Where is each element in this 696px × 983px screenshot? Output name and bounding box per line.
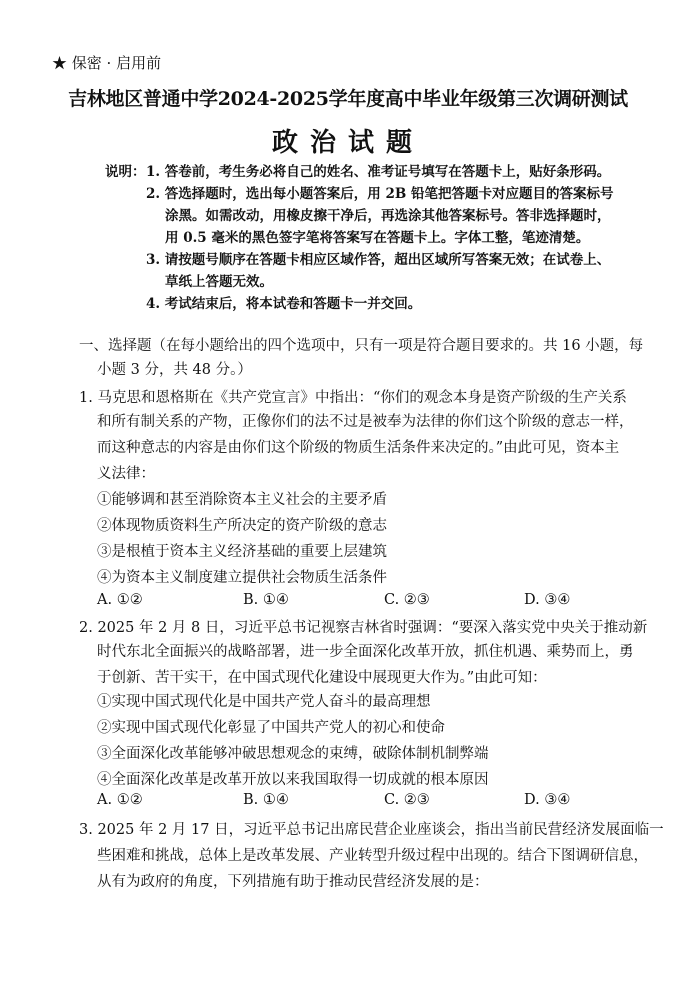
- question-2-option-b: B. ①④: [243, 792, 289, 808]
- question-1-option-a: A. ①②: [97, 592, 143, 608]
- instruction-line: 用 0.5 毫米的黑色签字笔将答案写在答题卡上。字体工整，笔迹清楚。: [165, 230, 590, 246]
- question-1-option-d: D. ③④: [524, 592, 571, 608]
- instruction-line: 2. 答选择题时，选出每小题答案后，用 2B 铅笔把答题卡对应题目的答案标号: [146, 186, 614, 202]
- question-1-text: 义法律：: [97, 466, 155, 482]
- section-heading-cont: 小题 3 分，共 48 分。）: [97, 362, 252, 378]
- instruction-line: 涂黑。如需改动，用橡皮擦干净后，再选涂其他答案标号。答非选择题时，: [165, 208, 611, 224]
- question-1-text: 1. 马克思和恩格斯在《共产党宣言》中指出：“你们的观念本身是资产阶级的生产关系: [79, 390, 627, 406]
- question-1-choice: ③是根植于资本主义经济基础的重要上层建筑: [97, 544, 387, 560]
- instruction-line: 4. 考试结束后，将本试卷和答题卡一并交回。: [146, 296, 422, 312]
- subject-title: 政治试题: [271, 128, 424, 158]
- instruction-line: 3. 请按题号顺序在答题卡相应区域作答，超出区域所写答案无效；在试卷上、: [146, 252, 611, 268]
- question-2-text: 时代东北全面振兴的战略部署，进一步全面深化改革开放，抓住机遇、乘势而上，勇: [97, 644, 634, 660]
- question-2-choice: ②实现中国式现代化彰显了中国共产党人的初心和使命: [97, 720, 445, 736]
- question-2-option-d: D. ③④: [524, 792, 571, 808]
- instruction-line: 1. 答卷前，考生务必将自己的姓名、准考证号填写在答题卡上，贴好条形码。: [146, 164, 611, 180]
- question-2-choice: ①实现中国式现代化是中国共产党人奋斗的最高理想: [97, 694, 431, 710]
- question-1-choice: ①能够调和甚至消除资本主义社会的主要矛盾: [97, 492, 387, 508]
- confidential-mark: ★ 保密 · 启用前: [52, 54, 162, 72]
- question-3-text: 些困难和挑战，总体上是改革发展、产业转型升级过程中出现的。结合下图调研信息，: [97, 848, 648, 864]
- exam-title: 吉林地区普通中学2024-2025学年度高中毕业年级第三次调研测试: [68, 88, 628, 110]
- question-1-choice: ④为资本主义制度建立提供社会物质生活条件: [97, 570, 387, 586]
- instruction-line: 草纸上答题无效。: [165, 274, 273, 290]
- question-1-option-c: C. ②③: [384, 592, 430, 608]
- question-2-choice: ③全面深化改革能够冲破思想观念的束缚，破除体制机制弊端: [97, 746, 489, 762]
- question-2-text: 2. 2025 年 2 月 8 日，习近平总书记视察吉林省时强调：“要深入落实党中央关于推动新: [79, 620, 648, 636]
- section-heading: 一、选择题（在每小题给出的四个选项中，只有一项是符合题目要求的。共 16 小题，每: [79, 338, 644, 354]
- question-2-text: 于创新、苦干实干，在中国式现代化建设中展现更大作为。”由此可知：: [97, 670, 547, 686]
- question-3-text: 3. 2025 年 2 月 17 日，习近平总书记出席民营企业座谈会，指出当前民营经济发展面临一: [79, 822, 664, 838]
- question-2-option-c: C. ②③: [384, 792, 430, 808]
- question-1-choice: ②体现物质资料生产所决定的资产阶级的意志: [97, 518, 387, 534]
- question-2-option-a: A. ①②: [97, 792, 143, 808]
- instructions-label: 说明：: [105, 164, 146, 180]
- question-1-text: 而这种意志的内容是由你们这个阶级的物质生活条件来决定的。”由此可见，资本主: [97, 440, 620, 456]
- question-1-option-b: B. ①④: [243, 592, 289, 608]
- question-3-text: 从有为政府的角度，下列措施有助于推动民营经济发展的是：: [97, 874, 489, 890]
- question-2-choice: ④全面深化改革是改革开放以来我国取得一切成就的根本原因: [97, 772, 489, 788]
- question-1-text: 和所有制关系的产物，正像你们的法不过是被奉为法律的你们这个阶级的意志一样，: [97, 414, 634, 430]
